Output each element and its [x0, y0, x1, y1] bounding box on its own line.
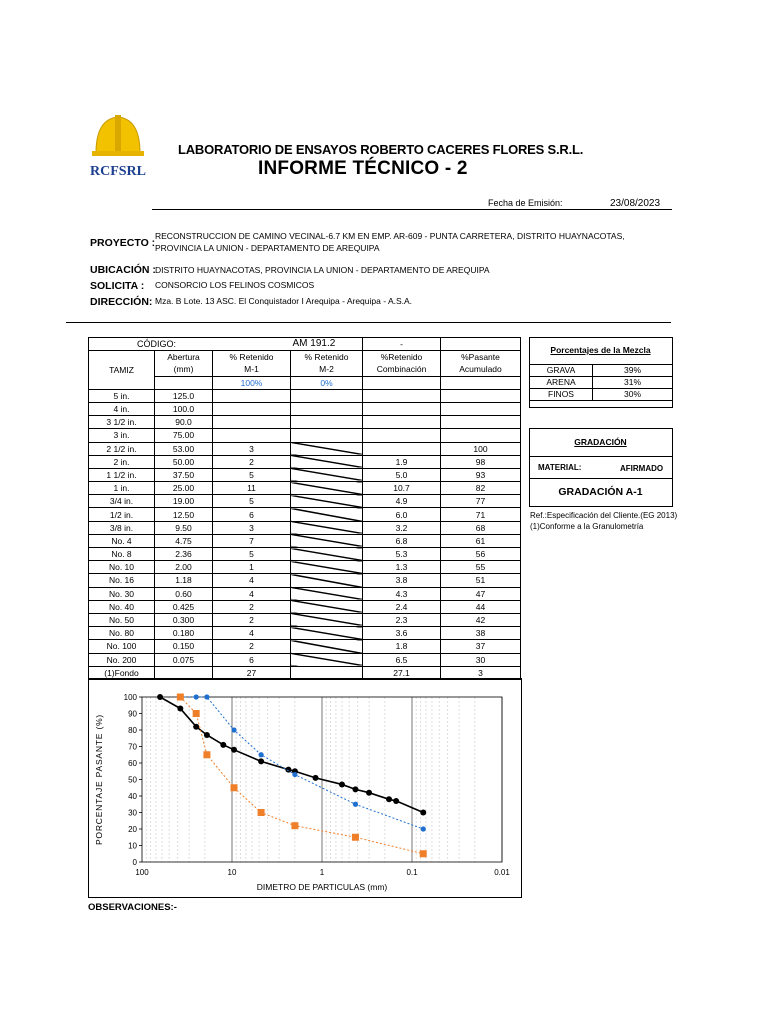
- cell-opening: 50.00: [155, 455, 213, 468]
- cell-ret-comb: 6.5: [363, 653, 441, 666]
- cell-sieve: No. 10: [89, 561, 155, 574]
- mix-name: ARENA: [530, 377, 593, 389]
- data-point: [366, 790, 372, 796]
- data-point: [352, 786, 358, 792]
- cell-sieve: 1 in.: [89, 482, 155, 495]
- cell-passing: 3: [441, 666, 521, 679]
- table-row: [89, 627, 521, 640]
- header-ret-m2: % Retenido: [291, 351, 363, 364]
- cell-opening: 0.425: [155, 600, 213, 613]
- table-row: [89, 561, 521, 574]
- cell-opening: 53.00: [155, 442, 213, 455]
- cell-passing: 47: [441, 587, 521, 600]
- cell-ret-m1: 7: [213, 534, 291, 547]
- header-rule: [152, 209, 672, 210]
- cell-opening: 90.0: [155, 416, 213, 429]
- data-point: [204, 732, 210, 738]
- x-tick-label: 0.01: [494, 868, 510, 877]
- cell-opening: 25.00: [155, 482, 213, 495]
- cell-opening: 4.75: [155, 534, 213, 547]
- y-tick-label: 20: [128, 825, 137, 834]
- data-point: [220, 742, 226, 748]
- company-name: LABORATORIO DE ENSAYOS ROBERTO CACERES FLORES S.R.L.: [178, 142, 584, 157]
- data-point: [193, 724, 199, 730]
- gradation-divider-2: [529, 478, 672, 479]
- y-tick-label: 10: [128, 841, 137, 851]
- y-tick-label: 70: [128, 742, 137, 752]
- cell-passing: 93: [441, 468, 521, 481]
- cell-ret-m1: 5: [213, 468, 291, 481]
- cell-ret-m1: 4: [213, 627, 291, 640]
- cell-opening: 2.00: [155, 561, 213, 574]
- x-tick-label: 10: [227, 868, 237, 877]
- cell-ret-comb: 3.8: [363, 574, 441, 587]
- reference-note-2: (1)Conforme a la Granulometría: [530, 522, 644, 531]
- table-row: [89, 548, 521, 561]
- ubicacion-value: DISTRITO HUAYNACOTAS, PROVINCIA LA UNION - DEPARTAMENTO DE AREQUIPA: [155, 265, 490, 275]
- cell-passing: 68: [441, 521, 521, 534]
- cell-ret-m2: [291, 389, 363, 402]
- codigo-value-1: AM 191.2: [291, 338, 363, 351]
- cell-sieve: 2 in.: [89, 455, 155, 468]
- data-point: [420, 850, 427, 857]
- material-label: MATERIAL:: [538, 463, 582, 472]
- pct-empty: [155, 376, 213, 389]
- gradation-divider-1: [529, 456, 672, 457]
- cell-sieve: No. 50: [89, 613, 155, 626]
- cell-passing: 77: [441, 495, 521, 508]
- header-combinacion-2: Combinación: [363, 363, 441, 376]
- data-point: [393, 798, 399, 804]
- cell-ret-m1: 5: [213, 548, 291, 561]
- cell-passing: 30: [441, 653, 521, 666]
- cell-ret-m1: 4: [213, 574, 291, 587]
- emission-date-label: Fecha de Emisión:: [488, 198, 563, 208]
- gradation-title: GRADACIÓN: [574, 437, 627, 447]
- material-value: AFIRMADO: [620, 464, 664, 473]
- cell-passing: 42: [441, 613, 521, 626]
- data-point: [231, 727, 236, 732]
- x-tick-label: 1: [319, 868, 325, 877]
- data-point: [291, 822, 298, 829]
- pct-empty-3: [441, 376, 521, 389]
- data-point: [231, 747, 237, 753]
- direccion-value: Mza. B Lote. 13 ASC. El Conquistador I Arequipa - Arequipa - A.S.A.: [155, 296, 413, 306]
- cell-sieve: 1 1/2 in.: [89, 468, 155, 481]
- cell-sieve: 3 in.: [89, 429, 155, 442]
- cell-sieve: No. 4: [89, 534, 155, 547]
- table-row: [89, 442, 521, 455]
- gradation-result: GRADACIÓN A-1: [558, 486, 643, 498]
- cell-opening: 0.150: [155, 640, 213, 653]
- data-point: [204, 694, 209, 699]
- mix-value: 31%: [593, 377, 673, 389]
- logo-text: RCFSRL: [89, 164, 147, 179]
- mix-row: [530, 365, 673, 377]
- cell-ret-m2: [291, 640, 363, 653]
- header-mm: (mm): [155, 363, 213, 376]
- cell-ret-m2: [291, 495, 363, 508]
- cell-sieve: (1)Fondo: [89, 666, 155, 679]
- mix-table: [529, 364, 673, 401]
- y-tick-label: 90: [128, 709, 137, 719]
- data-point: [421, 826, 426, 831]
- cell-ret-m1: 3: [213, 521, 291, 534]
- cell-passing: 38: [441, 627, 521, 640]
- cell-sieve: 4 in.: [89, 402, 155, 415]
- table-row: [89, 482, 521, 495]
- y-tick-label: 60: [128, 759, 137, 768]
- cell-ret-comb: 6.0: [363, 508, 441, 521]
- ubicacion-label: UBICACIÓN :: [90, 264, 156, 276]
- cell-ret-m1: 6: [213, 653, 291, 666]
- cell-ret-comb: 5.0: [363, 468, 441, 481]
- table-row: [89, 429, 521, 442]
- cell-ret-m2: [291, 548, 363, 561]
- y-axis-label: PORCENTAJE PASANTE (%): [94, 713, 104, 846]
- observations-label: OBSERVACIONES:-: [88, 902, 177, 913]
- cell-passing: 98: [441, 455, 521, 468]
- data-point: [193, 710, 200, 717]
- mix-name: GRAVA: [530, 365, 593, 377]
- cell-opening: 0.60: [155, 587, 213, 600]
- cell-ret-m2: [291, 600, 363, 613]
- header-combinacion: %Retenido: [363, 351, 441, 364]
- company-logo: [82, 105, 154, 185]
- data-point: [420, 810, 426, 816]
- cell-ret-m1: 11: [213, 482, 291, 495]
- proyecto-line1: RECONSTRUCCION DE CAMINO VECINAL-6.7 KM EN EMP. AR-609 - PUNTA CARRETERA, DISTRITO HUAYNACOTAS,: [155, 231, 625, 241]
- cell-ret-comb: 10.7: [363, 482, 441, 495]
- y-tick-label: 0: [132, 858, 137, 867]
- cell-ret-comb: 6.8: [363, 534, 441, 547]
- cell-ret-comb: 3.2: [363, 521, 441, 534]
- cell-sieve: 3/8 in.: [89, 521, 155, 534]
- cell-ret-comb: [363, 416, 441, 429]
- cell-ret-m1: 2: [213, 613, 291, 626]
- data-point: [258, 758, 264, 764]
- cell-ret-m2: [291, 482, 363, 495]
- cell-opening: 2.36: [155, 548, 213, 561]
- cell-sieve: No. 40: [89, 600, 155, 613]
- cell-ret-comb: [363, 402, 441, 415]
- cell-ret-comb: 2.4: [363, 600, 441, 613]
- cell-opening: 100.0: [155, 402, 213, 415]
- cell-passing: 51: [441, 574, 521, 587]
- cell-ret-m1: 3: [213, 442, 291, 455]
- pct-m1: 100%: [213, 376, 291, 389]
- cell-ret-m2: [291, 534, 363, 547]
- cell-ret-m2: [291, 521, 363, 534]
- cell-ret-m2: [291, 627, 363, 640]
- cell-ret-comb: 5.3: [363, 548, 441, 561]
- y-tick-label: 50: [128, 775, 137, 785]
- cell-ret-m2: [291, 402, 363, 415]
- cell-passing: [441, 416, 521, 429]
- x-tick-label: 100: [135, 868, 149, 877]
- series-line: [180, 697, 423, 854]
- cell-ret-m2: [291, 574, 363, 587]
- solicita-label: SOLICITA :: [90, 280, 145, 292]
- pct-m2: 0%: [291, 376, 363, 389]
- data-point: [352, 834, 359, 841]
- cell-passing: [441, 402, 521, 415]
- cell-ret-m1: 27: [213, 666, 291, 679]
- table-row: [89, 389, 521, 402]
- header-acumulado: Acumulado: [441, 363, 521, 376]
- table-row: [89, 416, 521, 429]
- cell-passing: [441, 429, 521, 442]
- cell-sieve: 3/4 in.: [89, 495, 155, 508]
- mix-title: Porcentajes de la Mezcla: [550, 345, 651, 355]
- cell-ret-m1: 5: [213, 495, 291, 508]
- cell-sieve: No. 30: [89, 587, 155, 600]
- table-row: [89, 653, 521, 666]
- data-point: [386, 796, 392, 802]
- table-row: [89, 468, 521, 481]
- y-tick-label: 80: [128, 726, 137, 735]
- solicita-value: CONSORCIO LOS FELINOS COSMICOS: [155, 280, 315, 290]
- data-point: [285, 767, 291, 773]
- cell-passing: 82: [441, 482, 521, 495]
- granulometry-table: [88, 337, 521, 680]
- info-separator: [66, 322, 671, 323]
- cell-ret-comb: [363, 442, 441, 455]
- cell-sieve: No. 100: [89, 640, 155, 653]
- y-tick-label: 100: [123, 693, 137, 702]
- cell-ret-m2: [291, 508, 363, 521]
- emission-date-value: 23/08/2023: [610, 198, 661, 209]
- cell-opening: 75.00: [155, 429, 213, 442]
- cell-opening: 125.0: [155, 389, 213, 402]
- cell-ret-m1: 1: [213, 561, 291, 574]
- cell-sieve: No. 80: [89, 627, 155, 640]
- cell-ret-m1: [213, 429, 291, 442]
- cell-ret-m2: [291, 416, 363, 429]
- table-row: [89, 521, 521, 534]
- mix-value: 30%: [593, 389, 673, 401]
- cell-passing: 37: [441, 640, 521, 653]
- cell-ret-m1: 2: [213, 455, 291, 468]
- cell-ret-m1: [213, 416, 291, 429]
- table-row: [89, 534, 521, 547]
- cell-sieve: No. 16: [89, 574, 155, 587]
- cell-opening: 0.075: [155, 653, 213, 666]
- cell-ret-comb: 2.3: [363, 613, 441, 626]
- cell-sieve: 1/2 in.: [89, 508, 155, 521]
- cell-ret-m1: 2: [213, 640, 291, 653]
- series-line: [180, 697, 423, 829]
- cell-ret-comb: 3.6: [363, 627, 441, 640]
- data-point: [177, 694, 184, 701]
- data-point: [258, 752, 263, 757]
- data-point: [353, 802, 358, 807]
- cell-opening: 12.50: [155, 508, 213, 521]
- header-abertura: Abertura: [155, 351, 213, 364]
- y-tick-label: 40: [128, 792, 137, 801]
- cell-ret-m2: [291, 442, 363, 455]
- header-ret-m1: % Retenido: [213, 351, 291, 364]
- cell-opening: 1.18: [155, 574, 213, 587]
- data-point: [313, 775, 319, 781]
- cell-passing: 61: [441, 534, 521, 547]
- pct-empty-2: [363, 376, 441, 389]
- cell-ret-comb: [363, 389, 441, 402]
- header-pasante: %Pasante: [441, 351, 521, 364]
- cell-sieve: 3 1/2 in.: [89, 416, 155, 429]
- data-point: [203, 751, 210, 758]
- cell-ret-m2: [291, 455, 363, 468]
- cell-sieve: No. 8: [89, 548, 155, 561]
- cell-sieve: 2 1/2 in.: [89, 442, 155, 455]
- data-point: [157, 694, 163, 700]
- table-row: [89, 587, 521, 600]
- cell-ret-comb: 27.1: [363, 666, 441, 679]
- cell-ret-m1: 4: [213, 587, 291, 600]
- mix-value: 39%: [593, 365, 673, 377]
- cell-ret-comb: 4.3: [363, 587, 441, 600]
- granulometric-curve-chart: [88, 678, 522, 898]
- cell-opening: 19.00: [155, 495, 213, 508]
- table-row: [89, 508, 521, 521]
- cell-opening: 0.300: [155, 613, 213, 626]
- proyecto-line2: PROVINCIA LA UNION - DEPARTAMENTO DE AREQUIPA: [155, 243, 380, 253]
- mix-name: FINOS: [530, 389, 593, 401]
- x-axis-label: DIMETRO DE PARTICULAS (mm): [256, 882, 388, 892]
- cell-opening: 37.50: [155, 468, 213, 481]
- cell-ret-m2: [291, 653, 363, 666]
- report-title: INFORME TÉCNICO - 2: [258, 158, 468, 179]
- data-point: [258, 809, 265, 816]
- cell-ret-m2: [291, 587, 363, 600]
- codigo-label: CÓDIGO:: [89, 338, 291, 351]
- codigo-empty: [441, 338, 521, 351]
- table-row: [89, 574, 521, 587]
- cell-opening: 9.50: [155, 521, 213, 534]
- cell-passing: 44: [441, 600, 521, 613]
- cell-ret-comb: 1.3: [363, 561, 441, 574]
- data-point: [292, 772, 297, 777]
- cell-passing: 100: [441, 442, 521, 455]
- cell-ret-m1: [213, 389, 291, 402]
- data-point: [194, 694, 199, 699]
- cell-ret-m1: 6: [213, 508, 291, 521]
- table-row: [89, 455, 521, 468]
- cell-ret-comb: [363, 429, 441, 442]
- mix-row: [530, 389, 673, 401]
- table-row: [89, 640, 521, 653]
- cell-ret-comb: 1.8: [363, 640, 441, 653]
- cell-ret-m2: [291, 561, 363, 574]
- proyecto-label: PROYECTO :: [90, 237, 156, 249]
- cell-opening: 0.180: [155, 627, 213, 640]
- cell-sieve: 5 in.: [89, 389, 155, 402]
- cell-passing: 56: [441, 548, 521, 561]
- header-m1: M-1: [213, 363, 291, 376]
- cell-passing: [441, 389, 521, 402]
- cell-ret-m1: [213, 402, 291, 415]
- direccion-label: DIRECCIÓN:: [90, 296, 153, 308]
- cell-ret-comb: 1.9: [363, 455, 441, 468]
- cell-ret-m2: [291, 429, 363, 442]
- cell-passing: 55: [441, 561, 521, 574]
- y-tick-label: 30: [128, 808, 137, 818]
- reference-note-1: Ref.:Especificación del Cliente.(EG 2013): [530, 511, 678, 520]
- table-row: [89, 402, 521, 415]
- cell-ret-m2: [291, 613, 363, 626]
- data-point: [177, 706, 183, 712]
- cell-ret-m1: 2: [213, 600, 291, 613]
- cell-passing: 71: [441, 508, 521, 521]
- table-row: [89, 600, 521, 613]
- table-row: [89, 495, 521, 508]
- data-point: [339, 781, 345, 787]
- cell-ret-comb: 4.9: [363, 495, 441, 508]
- data-point: [231, 784, 238, 791]
- x-tick-label: 0.1: [406, 868, 418, 877]
- codigo-value-2: -: [363, 338, 441, 351]
- header-tamiz: TAMIZ: [89, 351, 155, 390]
- mix-row: [530, 377, 673, 389]
- cell-sieve: No. 200: [89, 653, 155, 666]
- header-m2: M-2: [291, 363, 363, 376]
- table-row: [89, 613, 521, 626]
- cell-ret-m2: [291, 468, 363, 481]
